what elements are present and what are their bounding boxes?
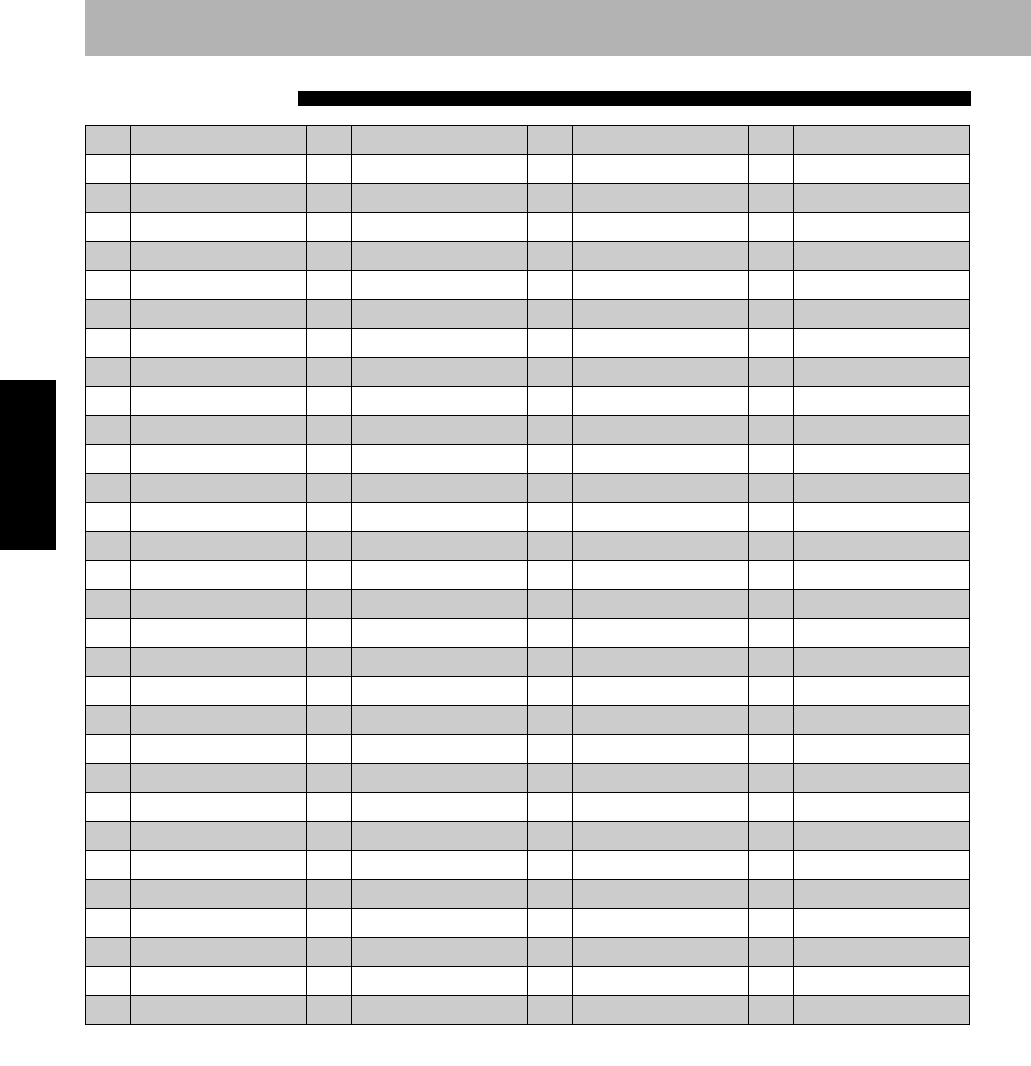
name-cell	[573, 271, 749, 300]
name-cell	[352, 271, 528, 300]
code-cell	[528, 793, 573, 822]
code-cell	[307, 909, 352, 938]
code-cell	[528, 590, 573, 619]
code-cell	[749, 503, 794, 532]
name-cell	[352, 184, 528, 213]
table-row	[86, 126, 970, 155]
name-cell	[573, 474, 749, 503]
code-cell	[528, 764, 573, 793]
code-cell	[528, 880, 573, 909]
name-cell	[794, 735, 970, 764]
code-cell	[749, 213, 794, 242]
name-cell	[131, 503, 307, 532]
code-cell	[749, 300, 794, 329]
name-cell	[573, 764, 749, 793]
code-cell	[307, 184, 352, 213]
code-cell	[307, 648, 352, 677]
code-cell	[528, 851, 573, 880]
code-cell	[528, 706, 573, 735]
code-cell	[86, 155, 131, 184]
name-cell	[573, 648, 749, 677]
name-cell	[352, 996, 528, 1025]
code-cell	[528, 996, 573, 1025]
name-cell	[573, 793, 749, 822]
name-cell	[131, 155, 307, 184]
code-cell	[307, 155, 352, 184]
code-cell	[86, 967, 131, 996]
table-row	[86, 387, 970, 416]
code-cell	[528, 561, 573, 590]
name-cell	[794, 242, 970, 271]
name-cell	[794, 880, 970, 909]
name-cell	[131, 300, 307, 329]
code-cell	[528, 126, 573, 155]
name-cell	[352, 126, 528, 155]
name-cell	[352, 561, 528, 590]
table-row	[86, 358, 970, 387]
table-row	[86, 909, 970, 938]
code-cell	[528, 967, 573, 996]
name-cell	[794, 155, 970, 184]
code-cell	[749, 706, 794, 735]
code-cell	[86, 909, 131, 938]
table-row	[86, 735, 970, 764]
name-cell	[352, 764, 528, 793]
code-cell	[86, 300, 131, 329]
table-row	[86, 851, 970, 880]
name-cell	[573, 967, 749, 996]
name-cell	[131, 996, 307, 1025]
code-cell	[749, 648, 794, 677]
name-cell	[794, 793, 970, 822]
code-cell	[307, 126, 352, 155]
title-rule	[298, 91, 971, 106]
code-cell	[528, 445, 573, 474]
code-cell	[307, 532, 352, 561]
name-cell	[352, 213, 528, 242]
table-row	[86, 677, 970, 706]
table-row	[86, 300, 970, 329]
code-cell	[307, 793, 352, 822]
code-cell	[307, 387, 352, 416]
table-row	[86, 532, 970, 561]
name-cell	[131, 706, 307, 735]
code-table	[85, 125, 970, 1025]
code-cell	[528, 938, 573, 967]
name-cell	[131, 474, 307, 503]
table-row	[86, 793, 970, 822]
code-cell	[86, 358, 131, 387]
table-row	[86, 561, 970, 590]
code-cell	[749, 880, 794, 909]
table-row	[86, 880, 970, 909]
name-cell	[573, 532, 749, 561]
name-cell	[794, 619, 970, 648]
code-cell	[528, 242, 573, 271]
table-body	[86, 126, 970, 1025]
name-cell	[352, 445, 528, 474]
table-row	[86, 938, 970, 967]
name-cell	[794, 532, 970, 561]
code-cell	[86, 126, 131, 155]
name-cell	[352, 329, 528, 358]
code-cell	[749, 416, 794, 445]
name-cell	[794, 677, 970, 706]
name-cell	[352, 358, 528, 387]
name-cell	[131, 387, 307, 416]
code-cell	[528, 619, 573, 648]
name-cell	[573, 677, 749, 706]
name-cell	[131, 619, 307, 648]
name-cell	[352, 706, 528, 735]
table-row	[86, 445, 970, 474]
name-cell	[131, 909, 307, 938]
code-cell	[528, 155, 573, 184]
table-row	[86, 416, 970, 445]
code-cell	[307, 996, 352, 1025]
table-row	[86, 329, 970, 358]
code-cell	[307, 706, 352, 735]
name-cell	[794, 329, 970, 358]
code-cell	[749, 242, 794, 271]
code-cell	[307, 503, 352, 532]
code-cell	[528, 677, 573, 706]
name-cell	[794, 126, 970, 155]
code-cell	[528, 648, 573, 677]
code-cell	[749, 909, 794, 938]
code-cell	[749, 271, 794, 300]
name-cell	[131, 735, 307, 764]
code-cell	[749, 735, 794, 764]
name-cell	[131, 851, 307, 880]
code-cell	[307, 242, 352, 271]
table-row	[86, 764, 970, 793]
code-cell	[749, 822, 794, 851]
code-cell	[749, 793, 794, 822]
name-cell	[131, 590, 307, 619]
code-cell	[528, 271, 573, 300]
code-cell	[749, 851, 794, 880]
table-row	[86, 271, 970, 300]
name-cell	[573, 561, 749, 590]
name-cell	[794, 706, 970, 735]
code-cell	[749, 126, 794, 155]
name-cell	[352, 387, 528, 416]
name-cell	[573, 184, 749, 213]
code-cell	[307, 880, 352, 909]
name-cell	[794, 967, 970, 996]
code-cell	[307, 300, 352, 329]
code-cell	[86, 619, 131, 648]
name-cell	[131, 561, 307, 590]
code-cell	[749, 474, 794, 503]
name-cell	[352, 155, 528, 184]
code-cell	[528, 184, 573, 213]
code-cell	[528, 300, 573, 329]
code-cell	[307, 213, 352, 242]
code-cell	[749, 358, 794, 387]
code-cell	[86, 474, 131, 503]
name-cell	[573, 590, 749, 619]
name-cell	[352, 590, 528, 619]
name-cell	[352, 880, 528, 909]
code-cell	[749, 938, 794, 967]
code-cell	[86, 387, 131, 416]
code-cell	[749, 387, 794, 416]
name-cell	[131, 532, 307, 561]
name-cell	[794, 474, 970, 503]
name-cell	[573, 155, 749, 184]
code-cell	[307, 677, 352, 706]
code-cell	[307, 416, 352, 445]
code-cell	[86, 242, 131, 271]
code-cell	[528, 416, 573, 445]
name-cell	[573, 213, 749, 242]
code-cell	[86, 822, 131, 851]
code-cell	[307, 271, 352, 300]
code-cell	[528, 822, 573, 851]
code-cell	[86, 851, 131, 880]
code-cell	[307, 358, 352, 387]
code-cell	[749, 996, 794, 1025]
name-cell	[573, 880, 749, 909]
code-cell	[86, 271, 131, 300]
name-cell	[794, 764, 970, 793]
code-cell	[307, 938, 352, 967]
code-cell	[528, 909, 573, 938]
name-cell	[794, 561, 970, 590]
code-cell	[86, 184, 131, 213]
code-cell	[307, 967, 352, 996]
name-cell	[131, 271, 307, 300]
name-cell	[573, 706, 749, 735]
code-cell	[749, 764, 794, 793]
name-cell	[573, 416, 749, 445]
name-cell	[352, 242, 528, 271]
name-cell	[352, 822, 528, 851]
name-cell	[794, 271, 970, 300]
name-cell	[794, 822, 970, 851]
name-cell	[131, 213, 307, 242]
code-cell	[307, 474, 352, 503]
code-cell	[749, 184, 794, 213]
name-cell	[573, 735, 749, 764]
code-cell	[749, 677, 794, 706]
name-cell	[131, 242, 307, 271]
name-cell	[131, 648, 307, 677]
table-row	[86, 967, 970, 996]
name-cell	[352, 619, 528, 648]
name-cell	[573, 938, 749, 967]
code-cell	[86, 445, 131, 474]
name-cell	[131, 126, 307, 155]
code-cell	[307, 590, 352, 619]
side-tab	[0, 380, 56, 550]
code-cell	[749, 561, 794, 590]
name-cell	[794, 938, 970, 967]
name-cell	[573, 242, 749, 271]
code-cell	[749, 532, 794, 561]
header-band	[85, 0, 1031, 56]
table-row	[86, 822, 970, 851]
code-cell	[307, 851, 352, 880]
name-cell	[573, 126, 749, 155]
table-row	[86, 648, 970, 677]
code-cell	[86, 648, 131, 677]
code-cell	[307, 735, 352, 764]
name-cell	[131, 938, 307, 967]
name-cell	[794, 909, 970, 938]
name-cell	[573, 300, 749, 329]
code-cell	[86, 996, 131, 1025]
table-row	[86, 503, 970, 532]
name-cell	[573, 358, 749, 387]
name-cell	[794, 503, 970, 532]
code-cell	[528, 358, 573, 387]
name-cell	[131, 880, 307, 909]
code-cell	[86, 677, 131, 706]
table-row	[86, 213, 970, 242]
name-cell	[794, 213, 970, 242]
table-row	[86, 184, 970, 213]
code-cell	[307, 822, 352, 851]
code-cell	[307, 445, 352, 474]
code-cell	[528, 474, 573, 503]
code-cell	[749, 590, 794, 619]
table-row	[86, 590, 970, 619]
name-cell	[573, 996, 749, 1025]
name-cell	[794, 184, 970, 213]
name-cell	[794, 387, 970, 416]
name-cell	[352, 793, 528, 822]
name-cell	[352, 416, 528, 445]
code-cell	[749, 329, 794, 358]
name-cell	[131, 822, 307, 851]
table-row	[86, 996, 970, 1025]
code-cell	[307, 619, 352, 648]
code-cell	[528, 532, 573, 561]
name-cell	[794, 300, 970, 329]
code-cell	[528, 735, 573, 764]
name-cell	[131, 329, 307, 358]
code-cell	[307, 561, 352, 590]
table-row	[86, 619, 970, 648]
code-cell	[749, 619, 794, 648]
code-cell	[86, 329, 131, 358]
code-cell	[86, 880, 131, 909]
name-cell	[352, 938, 528, 967]
code-cell	[86, 735, 131, 764]
code-cell	[528, 387, 573, 416]
code-cell	[749, 967, 794, 996]
code-cell	[528, 329, 573, 358]
code-cell	[749, 155, 794, 184]
code-cell	[86, 503, 131, 532]
code-cell	[749, 445, 794, 474]
name-cell	[352, 735, 528, 764]
table-row	[86, 474, 970, 503]
name-cell	[131, 967, 307, 996]
name-cell	[794, 996, 970, 1025]
name-cell	[352, 474, 528, 503]
table-row	[86, 242, 970, 271]
code-cell	[307, 764, 352, 793]
name-cell	[131, 184, 307, 213]
name-cell	[573, 503, 749, 532]
name-cell	[131, 358, 307, 387]
name-cell	[794, 590, 970, 619]
name-cell	[352, 503, 528, 532]
table-row	[86, 706, 970, 735]
name-cell	[794, 851, 970, 880]
code-cell	[86, 213, 131, 242]
name-cell	[573, 619, 749, 648]
code-cell	[86, 938, 131, 967]
name-cell	[131, 445, 307, 474]
code-cell	[86, 706, 131, 735]
name-cell	[794, 648, 970, 677]
code-cell	[86, 590, 131, 619]
code-cell	[307, 329, 352, 358]
code-cell	[86, 793, 131, 822]
table-row	[86, 155, 970, 184]
name-cell	[794, 358, 970, 387]
name-cell	[794, 416, 970, 445]
name-cell	[573, 329, 749, 358]
name-cell	[352, 648, 528, 677]
code-cell	[86, 561, 131, 590]
name-cell	[573, 387, 749, 416]
name-cell	[352, 909, 528, 938]
name-cell	[131, 677, 307, 706]
code-cell	[86, 764, 131, 793]
code-cell	[86, 416, 131, 445]
name-cell	[573, 822, 749, 851]
name-cell	[131, 416, 307, 445]
code-cell	[528, 503, 573, 532]
name-cell	[794, 445, 970, 474]
name-cell	[131, 764, 307, 793]
name-cell	[352, 300, 528, 329]
code-cell	[528, 213, 573, 242]
name-cell	[573, 851, 749, 880]
name-cell	[352, 967, 528, 996]
name-cell	[352, 851, 528, 880]
name-cell	[573, 445, 749, 474]
code-cell	[86, 532, 131, 561]
name-cell	[131, 793, 307, 822]
name-cell	[573, 909, 749, 938]
name-cell	[352, 532, 528, 561]
name-cell	[352, 677, 528, 706]
